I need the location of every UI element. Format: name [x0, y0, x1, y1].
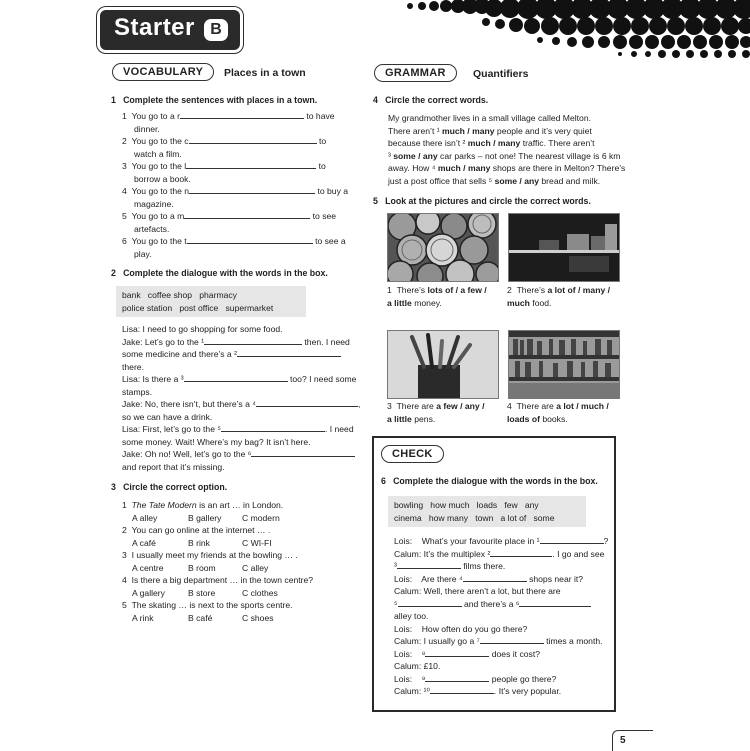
choice[interactable]: lots of / a few /	[427, 285, 487, 295]
option-c[interactable]: C shoes	[242, 612, 274, 623]
answer-blank[interactable]	[237, 348, 341, 357]
q2-instruction: Complete the dialogue with the words in the box.	[123, 268, 328, 278]
answer-blank[interactable]	[425, 673, 489, 682]
question-6: 6 Complete the dialogue with the words in the box.	[381, 476, 598, 486]
q4-instruction: Circle the correct words.	[385, 95, 489, 105]
q2-word-box: bank coffee shop pharmacy police station post office supermarket	[116, 286, 306, 317]
question-1	[111, 94, 361, 107]
q6-dialogue: Lois: What’s your favourite place in ¹ ? Calum: It’s the multiplex ² . I go and see ³ films there. Lois: Are there ⁴ shops near it? Calum: Well, there aren’t a lot, but there are ⁵ and there’s a ⁶ alley too. Lois: How often do you go there? Calum: I usually go a ⁷ times a month. Lois: ⁸ does it cost? Calum: £10. Lois: ⁹ people go there? Calum: ¹⁰ . It’s very popular.	[394, 536, 609, 696]
choice[interactable]: a lot of / many /	[547, 285, 611, 295]
page-number: 5	[620, 735, 626, 746]
q4-paragraph: My grandmother lives in a small village called Melton. There aren’t ¹ much / many people and it’s very quiet because there isn’t ² much / many traffic. There aren’t ³ some / any car parks – not one! The nearest village is 6 km away. How ⁴ much / many shops are there in Melton? There’s just a post office that sells ⁵ some / any bread and milk.	[388, 113, 626, 186]
answer-blank[interactable]	[184, 373, 288, 382]
starter-letter-badge: B	[204, 19, 228, 41]
page-number-tab	[612, 730, 653, 751]
caption-4: 4 There are a lot / much / loads of books.	[507, 401, 609, 424]
answer-blank[interactable]	[519, 598, 591, 607]
books-photo	[508, 330, 620, 399]
choice[interactable]: some / any	[393, 150, 438, 161]
option-a[interactable]: A rink	[132, 612, 154, 623]
choice[interactable]: loads of	[507, 413, 540, 424]
list-item: 6 You go to the t to see a	[122, 236, 346, 246]
option-b[interactable]: B room	[188, 562, 216, 573]
option-b[interactable]: B café	[188, 612, 213, 623]
fridge-photo	[508, 213, 620, 282]
choice[interactable]: much	[507, 297, 530, 308]
option-c[interactable]: C modern	[242, 512, 280, 523]
vocabulary-subtitle: Places in a town	[224, 67, 306, 79]
grammar-subtitle: Quantifiers	[473, 68, 529, 80]
answer-blank[interactable]	[397, 560, 461, 569]
option-a[interactable]: A café	[132, 537, 156, 548]
answer-blank[interactable]	[221, 423, 325, 432]
q3-items	[122, 499, 362, 624]
choice[interactable]: a little	[387, 297, 412, 308]
q6-instruction: Complete the dialogue with the words in the box.	[393, 476, 598, 486]
caption-2: 2 There’s a lot of / many / much food.	[507, 285, 611, 308]
answer-blank[interactable]	[184, 210, 310, 219]
choice[interactable]: some / any	[494, 175, 540, 186]
grammar-pill: GRAMMAR	[374, 64, 457, 82]
option-c[interactable]: C WI-FI	[242, 537, 272, 548]
answer-blank[interactable]	[186, 160, 316, 169]
answer-blank[interactable]	[189, 185, 315, 194]
question-5: 5 Look at the pictures and circle the correct words.	[373, 196, 591, 206]
question-2: 2 Complete the dialogue with the words in the box.	[111, 268, 328, 278]
answer-blank[interactable]	[430, 685, 494, 694]
caption-1: 1 There’s lots of / a few / a little money.	[387, 285, 487, 308]
list-item: 5 You go to a m to see	[122, 211, 337, 221]
option-a[interactable]: A centre	[132, 562, 164, 573]
q3-instruction: Circle the correct option.	[123, 482, 228, 492]
option-b[interactable]: B store	[188, 587, 216, 598]
answer-blank[interactable]	[480, 635, 544, 644]
list-item: 3 You go to the l to	[122, 161, 326, 171]
q1-instruction: Complete the sentences with places in a town.	[123, 95, 318, 105]
answer-blank[interactable]	[189, 135, 317, 144]
list-item: 2 You go to the c to	[122, 136, 327, 146]
list-item: 2 You can go online at the internet … . A café B rink C WI-FI	[122, 525, 272, 548]
choice[interactable]: a few / any /	[436, 401, 485, 411]
option-b[interactable]: B rink	[188, 537, 210, 548]
coins-photo	[387, 213, 499, 282]
check-pill: CHECK	[381, 445, 444, 463]
q2-dialogue: Lisa: I need to go shopping for some food. Jake: Let’s go to the ¹ then. I need some medicine and there’s a ² there. Lisa: Is there a ³ too? I need some stamps. Jake: No, there isn’t, but there’s a ⁴ , so we can have a drink. Lisa: First, let’s go to the ⁵ . I need some money. Wait! Where’s my bag? It isn’t here. Jake: Oh no! Well, let’s go to the ⁶ and report that it’s missing.	[122, 324, 361, 472]
option-c[interactable]: C alley	[242, 562, 269, 573]
answer-blank[interactable]	[490, 548, 552, 557]
q1-items: 1 You go to a r to have dinner. 2 You go to the c to watch a film. 3 You go to the l to borrow a book. 4 You go to the n to buy a magazine. 5 You go to a m to see artefacts. 6 You go to the t to see a play.	[122, 110, 358, 260]
list-item: 4 Is there a big department … in the town centre? A gallery B store C clothes	[122, 575, 314, 598]
pens-photo	[387, 330, 499, 399]
answer-blank[interactable]	[187, 235, 313, 244]
answer-blank[interactable]	[180, 110, 304, 119]
answer-blank[interactable]	[204, 336, 302, 345]
option-b[interactable]: B gallery	[188, 512, 222, 523]
caption-3: 3 There are a few / any / a little pens.	[387, 401, 485, 424]
answer-blank[interactable]	[256, 398, 358, 407]
list-item: 4 You go to the n to buy a	[122, 186, 349, 196]
q1-number: 1	[111, 95, 116, 105]
q6-word-box: bowling how much loads few any cinema how many town a lot of some	[388, 496, 586, 527]
choice[interactable]: a lot / much /	[556, 401, 609, 411]
answer-blank[interactable]	[251, 448, 355, 457]
list-item: 5 The skating … is next to the sports centre. A rink B café C shoes	[122, 600, 293, 623]
option-a[interactable]: A alley	[132, 512, 158, 523]
q5-instruction: Look at the pictures and circle the correct words.	[385, 196, 591, 206]
list-item: 3 I usually meet my friends at the bowling … . A centre B room C alley	[122, 550, 298, 573]
question-4: 4 Circle the correct words.	[373, 95, 489, 105]
list-item: 1 The Tate Modern is an art … in London. A alley B gallery C modern	[122, 500, 284, 523]
option-a[interactable]: A gallery	[132, 587, 165, 598]
answer-blank[interactable]	[540, 535, 604, 544]
option-c[interactable]: C clothes	[242, 587, 278, 598]
starter-banner	[100, 10, 240, 50]
vocabulary-pill: VOCABULARY	[112, 63, 214, 81]
question-3: 3 Circle the correct option.	[111, 482, 228, 492]
choice[interactable]: a little	[387, 413, 412, 424]
answer-blank[interactable]	[398, 598, 462, 607]
choice[interactable]: much / many	[441, 125, 495, 136]
choice[interactable]: much / many	[467, 138, 521, 148]
answer-blank[interactable]	[425, 648, 489, 657]
answer-blank[interactable]	[463, 573, 527, 582]
starter-title: Starter	[114, 14, 195, 41]
list-item: 1 You go to a r to have	[122, 111, 335, 121]
halftone-decoration	[370, 0, 750, 58]
choice[interactable]: much / many	[437, 163, 491, 173]
